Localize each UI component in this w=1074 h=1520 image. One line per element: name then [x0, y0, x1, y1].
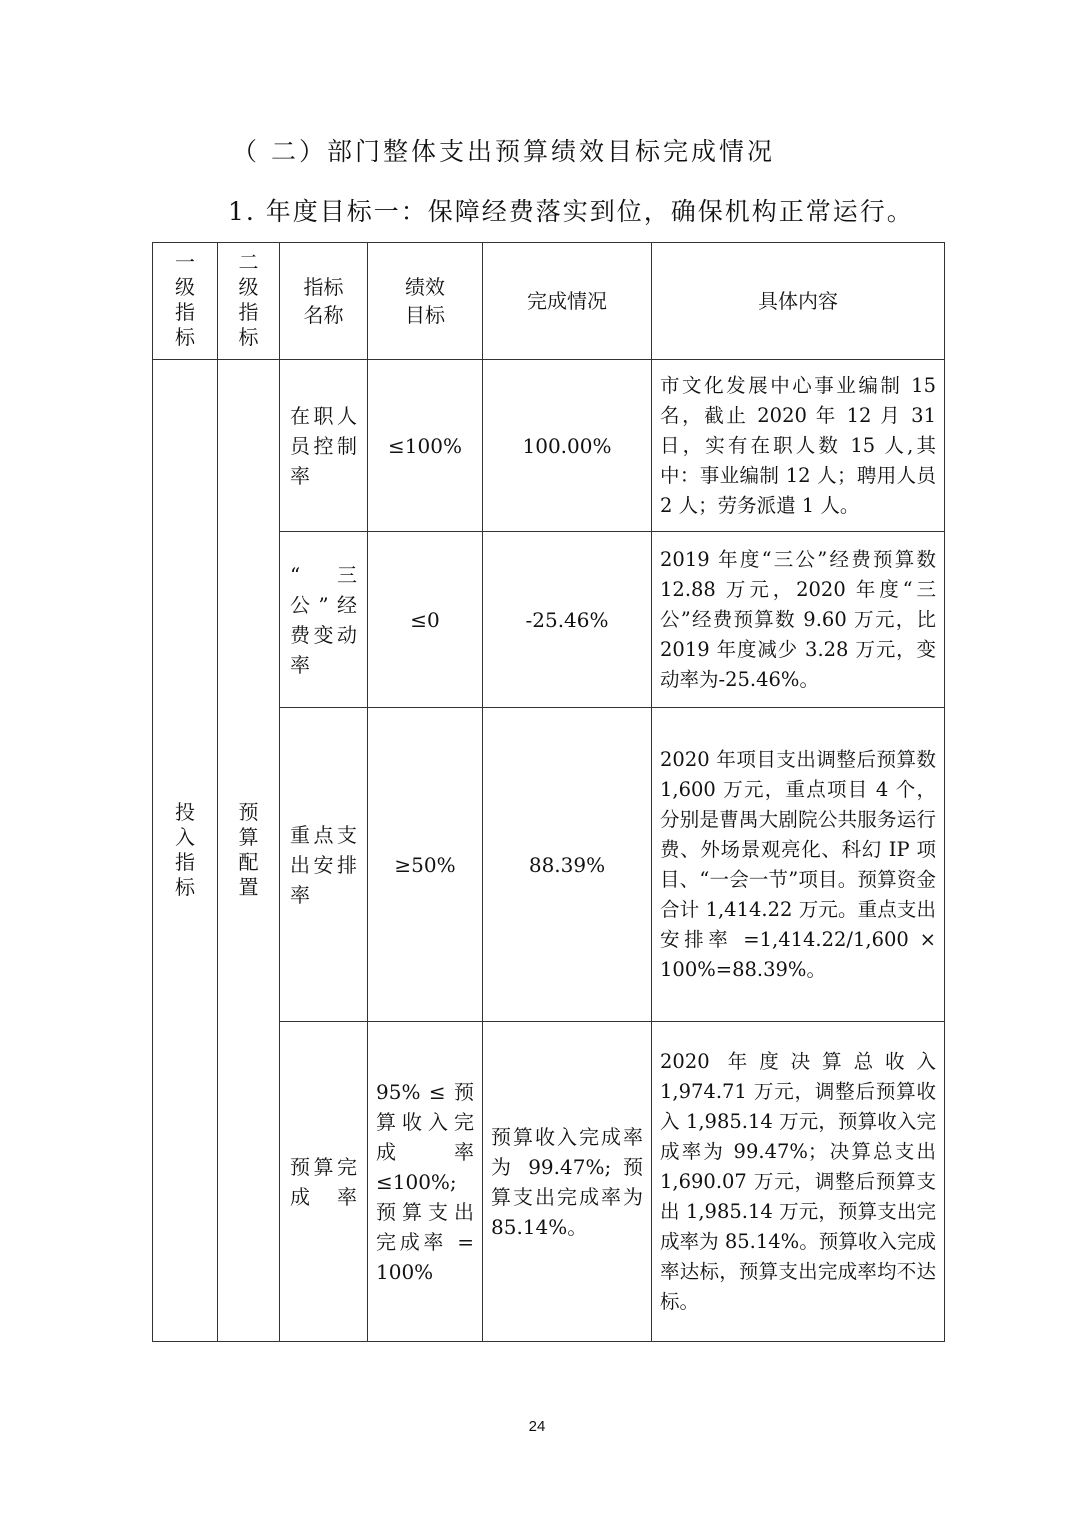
- table-header-row: [153, 243, 945, 360]
- indicator-name-cell: 预算完成率: [280, 1022, 368, 1342]
- result-cell: -25.46%: [483, 532, 652, 708]
- result-cell: 预算收入完成率为 99.47%; 预算支出完成率为 85.14%。: [483, 1022, 652, 1342]
- detail-cell: 市文化发展中心事业编制 15 名，截止 2020 年 12 月 31 日，实有在职人数 15 人,其中：事业编制 12 人；聘用人员 2 人；劳务派遣 1 人。: [652, 360, 945, 532]
- result-cell: 88.39%: [483, 708, 652, 1022]
- header-detail: 具体内容: [652, 243, 945, 360]
- detail-cell: 2020 年度决算总收入 1,974.71 万元，调整后预算收入 1,985.14 万元，预算收入完成率为 99.47%；决算总支出 1,690.07 万元，调整后预算支出 1,985.14 万元，预算支出完成率为 85.14%。预算收入完成率达标，预算支出完成率均不达标。: [652, 1022, 945, 1342]
- detail-cell: 2020 年项目支出调整后预算数 1,600 万元，重点项目 4 个，分别是曹禺大剧院公共服务运行费、外场景观亮化、科幻 IP 项目、“一会一节”项目。预算资金合计 1,414.22 万元。重点支出安排率 =1,414.22/1,600 × 100%=88.39%。: [652, 708, 945, 1022]
- target-cell: ≤100%: [368, 360, 483, 532]
- target-cell: 95% ≤ 预算收入完成率≤100%; 预算支出完成率 = 100%: [368, 1022, 483, 1342]
- level1-cell: 投入指标: [153, 360, 218, 1342]
- result-cell: 100.00%: [483, 360, 652, 532]
- section-heading: （ 二）部门整体支出预算绩效目标完成情况: [232, 137, 775, 166]
- indicator-name-cell: “三公”经费变动率: [280, 532, 368, 708]
- table-row: [153, 360, 945, 532]
- indicator-name-cell: 在职人员控制率: [280, 360, 368, 532]
- target-cell: ≤0: [368, 532, 483, 708]
- header-target: 绩效目标: [368, 243, 483, 360]
- header-level2: 二级指标: [218, 243, 280, 360]
- indicator-name-cell: 重点支出安排率: [280, 708, 368, 1022]
- target-cell: ≥50%: [368, 708, 483, 1022]
- level2-cell: 预算配置: [218, 360, 280, 1342]
- performance-table: [152, 242, 945, 1342]
- header-level1: 一级指标: [153, 243, 218, 360]
- detail-cell: 2019 年度“三公”经费预算数 12.88 万元，2020 年度“三公”经费预算数 9.60 万元，比 2019 年度减少 3.28 万元，变动率为-25.46%。: [652, 532, 945, 708]
- header-indicator-name: 指标名称: [280, 243, 368, 360]
- goal-subheading: 1. 年度目标一：保障经费落实到位，确保机构正常运行。: [228, 197, 914, 226]
- header-result: 完成情况: [483, 243, 652, 360]
- page-number: 24: [528, 1418, 546, 1435]
